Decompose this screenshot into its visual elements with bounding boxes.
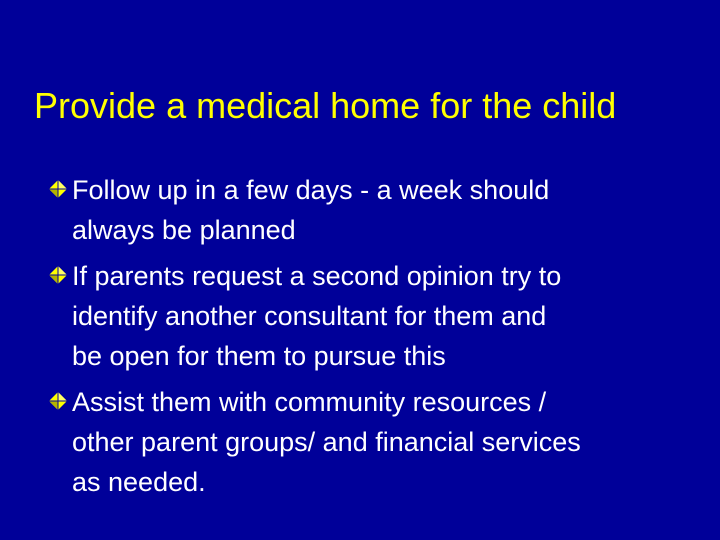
bullet-item [46, 382, 696, 502]
diamond-bullet-icon [48, 179, 68, 199]
diamond-bullet-icon [48, 391, 68, 411]
bullet-text: If parents request a second opinion try to identify another consultant for them and be open for them to pursue this [72, 261, 562, 371]
bullet-item [46, 170, 696, 250]
slide-title: Provide a medical home for the child [34, 85, 617, 126]
diamond-bullet-icon [48, 265, 68, 285]
bullet-item [46, 256, 696, 376]
bullet-text: Follow up in a few days - a week should always be planned [72, 175, 550, 245]
bullet-text: Assist them with community resources / other parent groups/ and financial services as needed. [72, 387, 581, 497]
bullet-list [46, 170, 696, 508]
